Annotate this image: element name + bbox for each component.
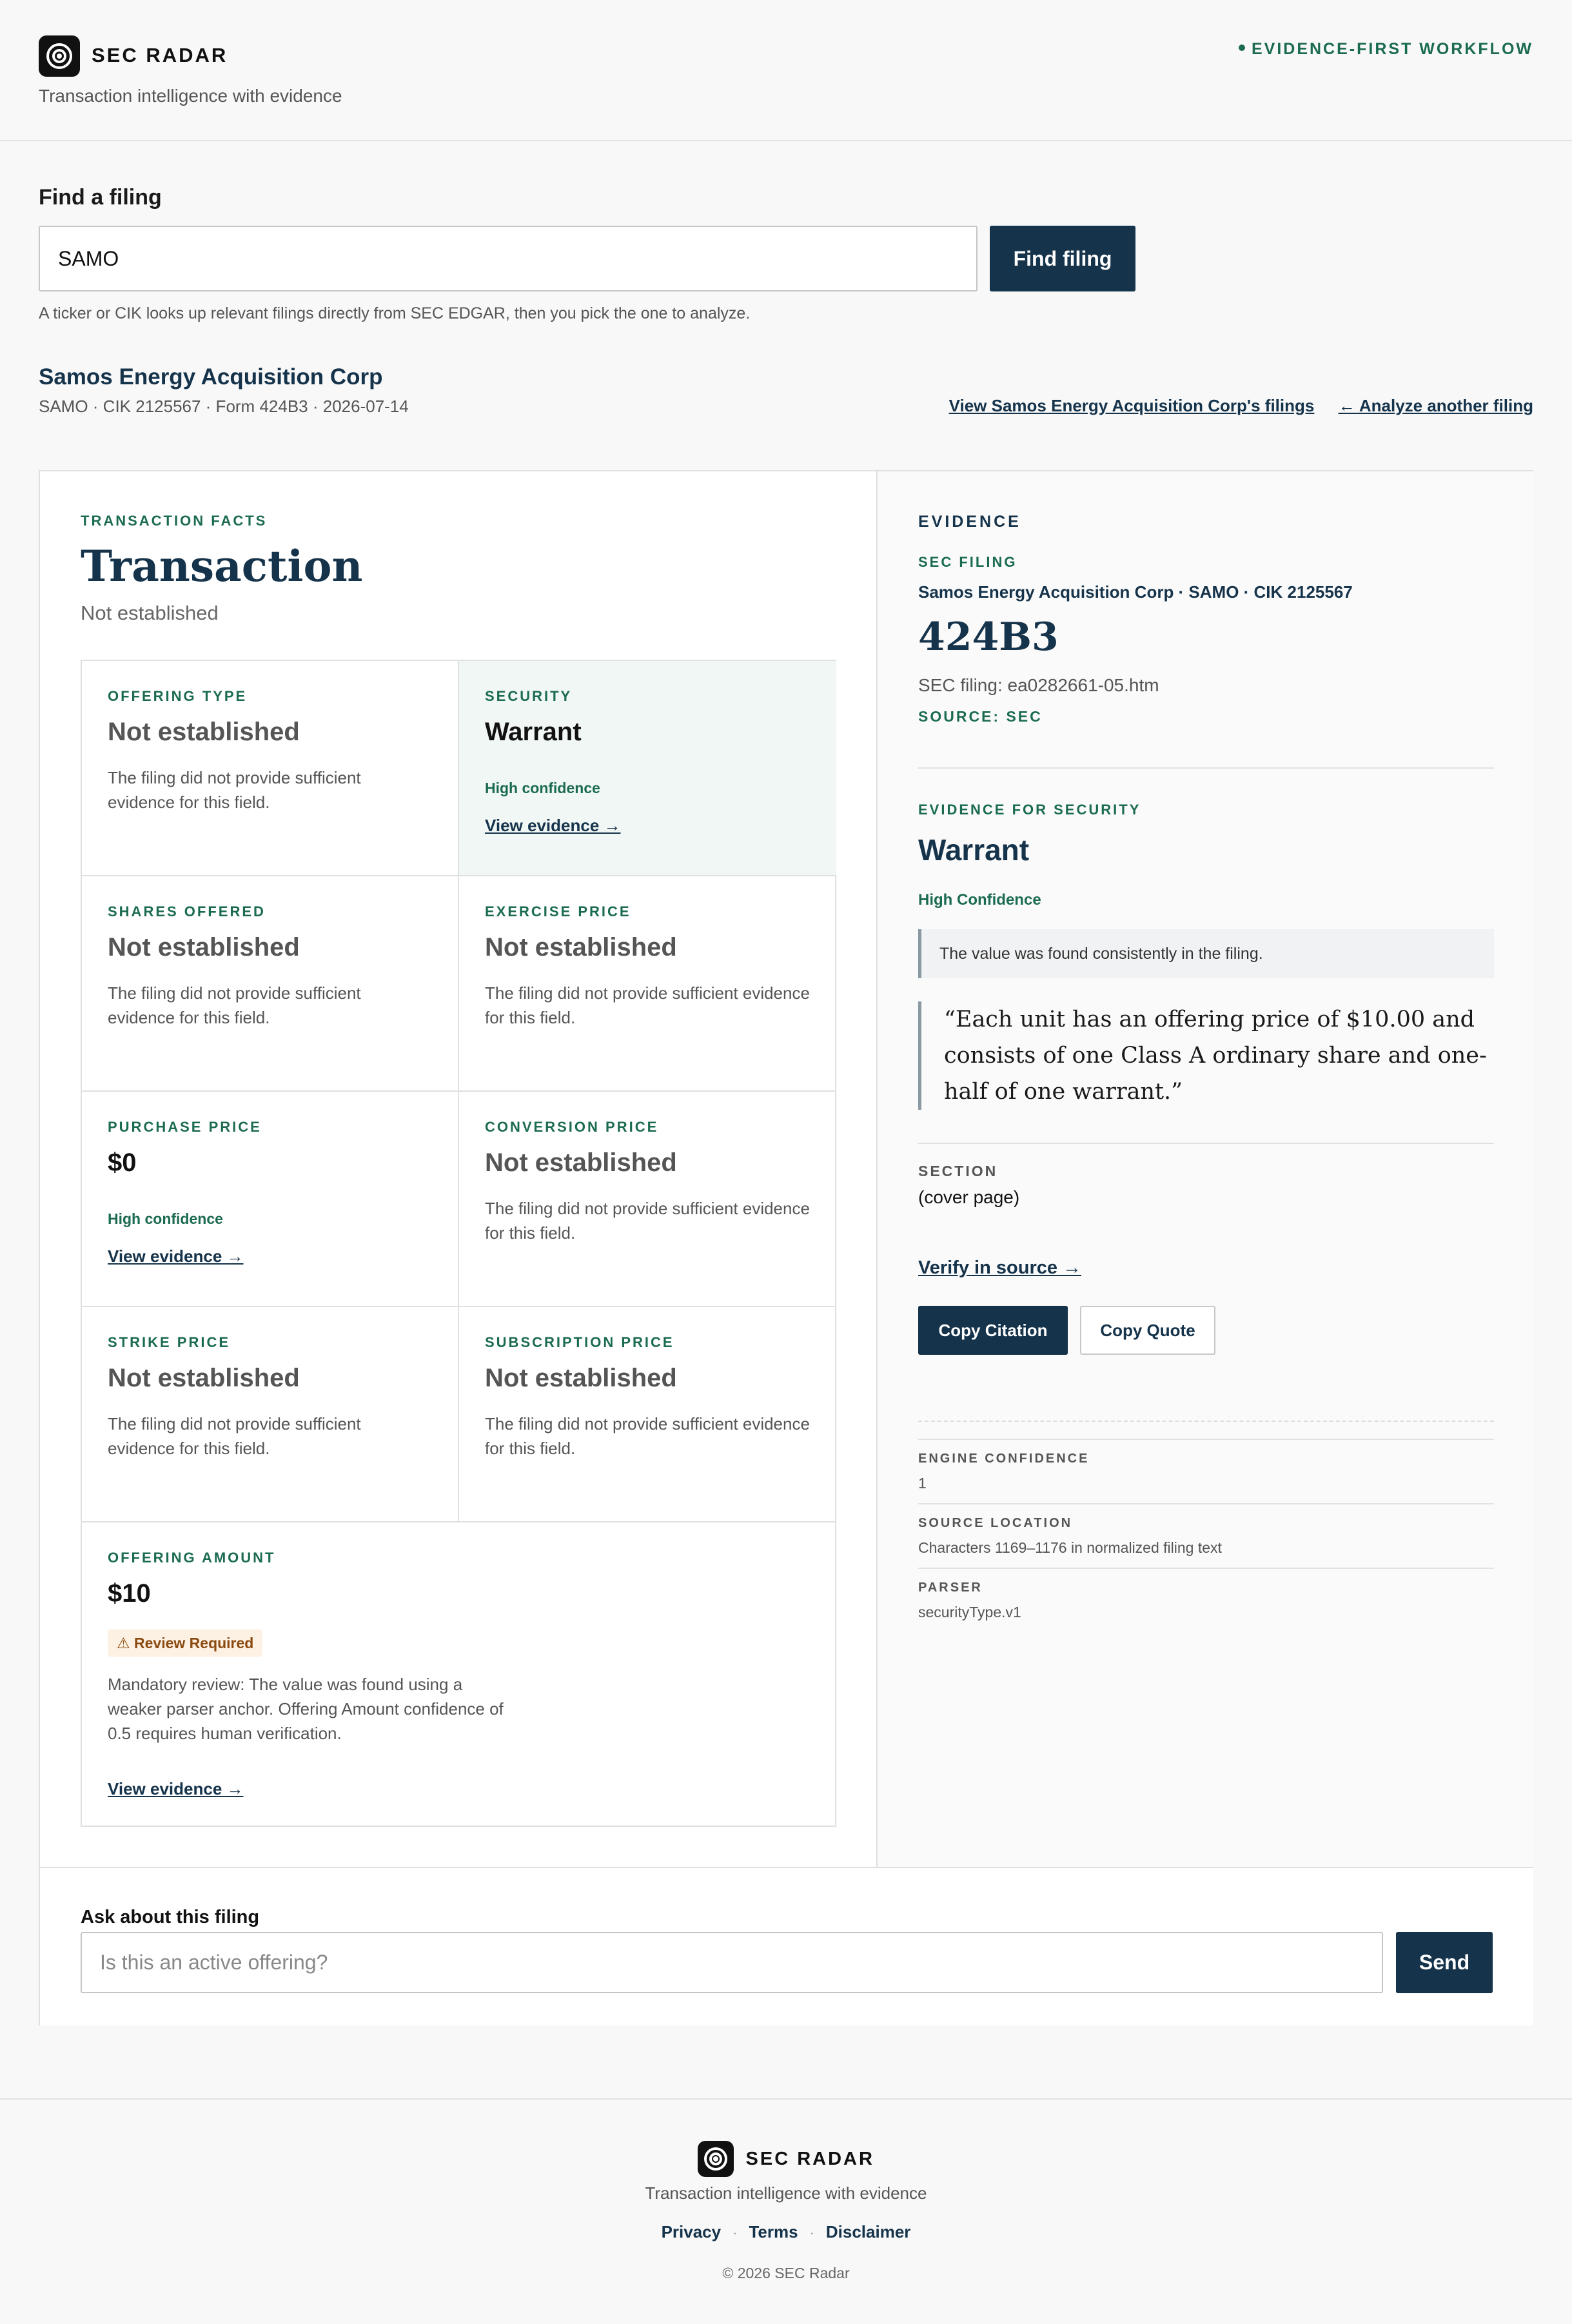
terms-link[interactable]: Terms xyxy=(749,2222,798,2241)
ask-title: Ask about this filing xyxy=(81,1907,260,1927)
find-filing-button[interactable]: Find filing xyxy=(990,226,1135,291)
fact-value: $0 xyxy=(108,1148,137,1177)
company-meta: SAMO · CIK 2125567 · Form 424B3 · 2026-07-14 xyxy=(39,397,409,416)
confidence-label: High confidence xyxy=(108,1210,223,1227)
view-company-filings-link[interactable]: View Samos Energy Acquisition Corp's filings xyxy=(948,396,1315,415)
form-type: 424B3 xyxy=(918,615,1059,660)
footer-links xyxy=(0,2222,1572,2242)
evidence-quote: “Each unit has an offering price of $10.00 and consists of one Class A ordinary share and one-half of one warrant.” xyxy=(918,1001,1494,1110)
fact-label: SECURITY xyxy=(485,688,573,704)
fact-label: STRIKE PRICE xyxy=(108,1334,231,1350)
dashed-divider xyxy=(918,1421,1494,1422)
brand-tagline: Transaction intelligence with evidence xyxy=(39,86,342,106)
separator: · xyxy=(809,2225,814,2241)
fact-card-purchase-price[interactable] xyxy=(82,1092,459,1307)
footer-copyright: © 2026 SEC Radar xyxy=(722,2265,850,2281)
brand-name[interactable]: SEC RADAR xyxy=(92,44,228,66)
fact-label: OFFERING AMOUNT xyxy=(108,1550,276,1566)
fact-card-subscription-price xyxy=(459,1307,836,1522)
footer-brand[interactable]: SEC RADAR xyxy=(745,2148,874,2169)
privacy-link[interactable]: Privacy xyxy=(661,2222,722,2241)
site-footer xyxy=(0,2098,1572,2324)
status-dot-icon xyxy=(1239,44,1245,51)
evidence-note: The value was found consistently in the filing. xyxy=(918,929,1494,978)
view-evidence-link[interactable]: View evidence → xyxy=(108,1779,244,1798)
fact-description: The filing did not provide sufficient evidence for this field. xyxy=(108,1414,361,1458)
fact-card-offering-type xyxy=(82,661,459,876)
fact-label: EXERCISE PRICE xyxy=(485,903,631,920)
section-label: SECTION xyxy=(918,1163,998,1179)
footer-tagline: Transaction intelligence with evidence xyxy=(645,2183,927,2203)
analyze-another-filing-link[interactable]: ← Analyze another filing xyxy=(1338,396,1533,415)
fact-card-security[interactable] xyxy=(459,661,836,876)
site-header xyxy=(0,0,1572,141)
company-name: Samos Energy Acquisition Corp xyxy=(39,364,383,389)
ask-section xyxy=(40,1867,1533,2025)
fact-description: The filing did not provide sufficient evidence for this field. xyxy=(485,1199,810,1243)
fact-card-shares-offered xyxy=(82,876,459,1092)
company-links xyxy=(930,396,1533,416)
copy-quote-button[interactable]: Copy Quote xyxy=(1080,1306,1215,1355)
evidence-field-value: Warrant xyxy=(918,833,1030,867)
filing-source: SOURCE: SEC xyxy=(918,708,1043,725)
view-evidence-link[interactable]: View evidence → xyxy=(108,1246,244,1266)
transaction-facts-eyebrow: TRANSACTION FACTS xyxy=(81,513,268,529)
confidence-label: High confidence xyxy=(485,780,600,796)
section-value: (cover page) xyxy=(918,1187,1020,1207)
meta-value-engine-confidence: 1 xyxy=(918,1475,927,1492)
divider xyxy=(918,1568,1494,1569)
fact-value: $10 xyxy=(108,1579,151,1608)
fact-value: Warrant xyxy=(485,718,582,746)
footer-brand-row xyxy=(0,2141,1572,2177)
fact-card-offering-amount[interactable] xyxy=(82,1522,836,1827)
fact-value: Not established xyxy=(108,933,300,961)
divider xyxy=(918,1143,1494,1144)
radar-target-icon[interactable] xyxy=(39,35,80,77)
separator: · xyxy=(732,2225,738,2241)
fact-card-strike-price xyxy=(82,1307,459,1522)
transaction-title: Transaction xyxy=(81,541,363,591)
divider xyxy=(918,767,1494,769)
evidence-panel xyxy=(876,471,1533,1867)
fact-description: Mandatory review: The value was found using a weaker parser anchor. Offering Amount confidence of 0.5 requires human verification. xyxy=(108,1675,504,1743)
disclaimer-link[interactable]: Disclaimer xyxy=(825,2222,911,2241)
sec-filing-eyebrow: SEC FILING xyxy=(918,554,1017,570)
fact-card-exercise-price xyxy=(459,876,836,1092)
fact-description: The filing did not provide sufficient evidence for this field. xyxy=(485,983,810,1027)
meta-label-engine-confidence: ENGINE CONFIDENCE xyxy=(918,1452,1090,1466)
fact-value: Not established xyxy=(485,1148,677,1177)
transaction-subtitle: Not established xyxy=(81,602,219,624)
fact-label: PURCHASE PRICE xyxy=(108,1119,262,1135)
evidence-heading: EVIDENCE xyxy=(918,513,1021,531)
meta-label-source-location: SOURCE LOCATION xyxy=(918,1516,1073,1530)
send-button[interactable]: Send xyxy=(1396,1932,1493,1993)
fact-value: Not established xyxy=(108,718,300,746)
fact-label: SUBSCRIPTION PRICE xyxy=(485,1334,674,1350)
fact-value: Not established xyxy=(485,933,677,961)
fact-label: OFFERING TYPE xyxy=(108,688,248,704)
divider xyxy=(918,1503,1494,1504)
fact-value: Not established xyxy=(108,1364,300,1392)
analysis-panel xyxy=(39,470,1533,2025)
view-evidence-link[interactable]: View evidence → xyxy=(485,816,621,835)
filing-entity: Samos Energy Acquisition Corp · SAMO · CIK 2125567 xyxy=(918,582,1353,602)
filing-file-name: SEC filing: ea0282661-05.htm xyxy=(918,675,1159,695)
meta-label-parser: PARSER xyxy=(918,1581,983,1595)
fact-card-conversion-price xyxy=(459,1092,836,1307)
fact-description: The filing did not provide sufficient evidence for this field. xyxy=(108,768,361,812)
meta-value-parser: securityType.v1 xyxy=(918,1604,1021,1620)
transaction-facts-grid xyxy=(81,660,836,1827)
meta-value-source-location: Characters 1169–1176 in normalized filing text xyxy=(918,1539,1222,1556)
evidence-for-eyebrow: EVIDENCE FOR SECURITY xyxy=(918,802,1141,818)
ask-input[interactable] xyxy=(81,1932,1383,1993)
radar-target-icon[interactable] xyxy=(698,2141,734,2177)
workflow-badge: EVIDENCE-FIRST WORKFLOW xyxy=(1239,40,1533,59)
review-required-badge: ⚠ Review Required xyxy=(108,1630,262,1657)
search-help-text: A ticker or CIK looks up relevant filings directly from SEC EDGAR, then you pick the one to analyze. xyxy=(39,304,751,322)
copy-citation-button[interactable]: Copy Citation xyxy=(918,1306,1068,1355)
ticker-search-input[interactable] xyxy=(39,226,978,291)
fact-description: The filing did not provide sufficient evidence for this field. xyxy=(485,1414,810,1458)
fact-label: SHARES OFFERED xyxy=(108,903,266,920)
evidence-confidence: High Confidence xyxy=(918,891,1041,909)
divider xyxy=(918,1439,1494,1440)
find-filing-title: Find a filing xyxy=(39,185,162,210)
fact-description: The filing did not provide sufficient evidence for this field. xyxy=(108,983,361,1027)
fact-value: Not established xyxy=(485,1364,677,1392)
fact-label: CONVERSION PRICE xyxy=(485,1119,659,1135)
verify-in-source-link[interactable]: Verify in source → xyxy=(918,1257,1082,1278)
